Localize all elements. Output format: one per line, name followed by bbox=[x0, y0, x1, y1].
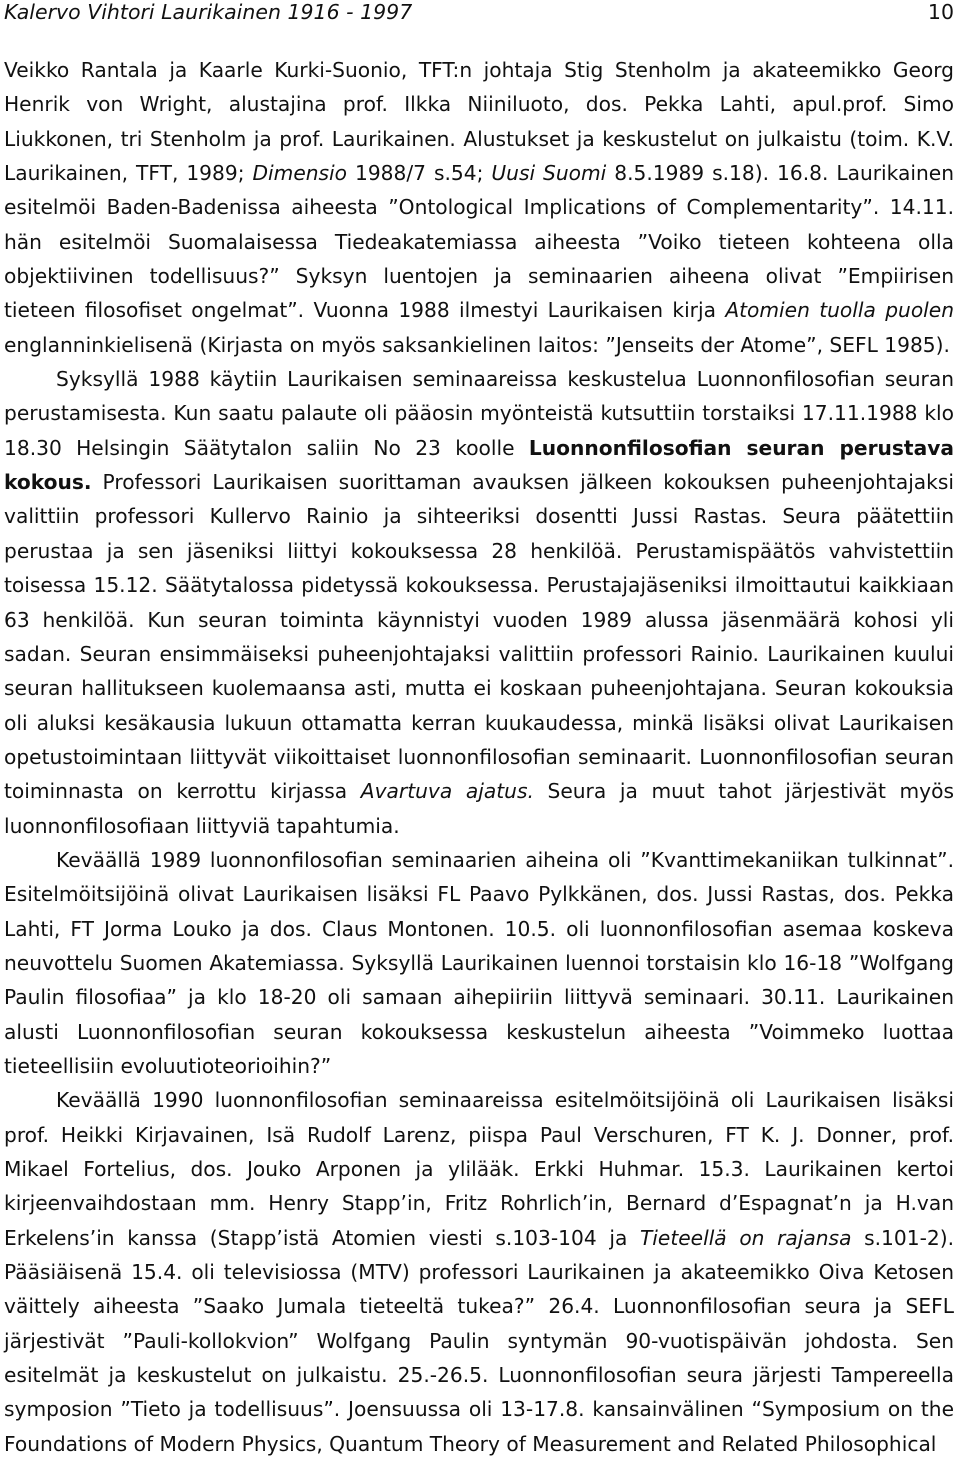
italic-text: Tieteellä on rajansa bbox=[639, 1225, 852, 1250]
text-run: Professori Laurikaisen suorittaman avauksen jälkeen kokouksen puheenjohtajaksi valittiin professori Kullervo Rainio ja sihteeriksi dosentti Jussi Rastas. Seura päätettiin perustaa ja sen jäseniksi liittyi kokouksessa 28 henkilöä. Perustamispäätös vahvistettiin toisessa 15.12. Säätytalossa pidetyssä kokouksessa. Perustajajäseniksi ilmoittautui kaikkiaan 63 henkilöä. Kun seuran toiminta käynnistyi vuoden 1989 alussa jäsenmäärä kohosi yli sadan. Seuran ensimmäiseksi puheenjohtajaksi valittiin professori Rainio. Laurikainen kuului seuran hallitukseen kuolemaansa asti, mutta ei koskaan puheenjohtajana. Seuran kokouksia oli aluksi kesäkausia lukuun ottamatta kerran kuukaudessa, minkä lisäksi olivat Laurikaisen opetustoimintaan liittyvät viikoittaiset luonnonfilosofian seminaarit. Luonnonfilosofian seuran toiminnasta on kerrottu kirjassa bbox=[4, 470, 954, 804]
body-text bbox=[4, 53, 954, 1461]
text-run: 1988/7 s.54; bbox=[347, 161, 492, 186]
text-run: 8.5.1989 s.18). 16.8. Laurikainen esitelmöi Baden-Badenissa aiheesta ”Ontological Implications of Complementarity”. 14.11. hän esitelmöi Suomalaisessa Tiedeakatemiassa aiheesta ”Voiko tieteen kohteena olla objektiivinen todellisuus?” Syksyn luentojen ja seminaarien aiheena olivat ”Empiirisen tieteen filosofiset ongelmat”. Vuonna 1988 ilmestyi Laurikaisen kirja bbox=[4, 161, 954, 323]
paragraph bbox=[4, 1083, 954, 1461]
running-header bbox=[4, 0, 954, 28]
paragraph bbox=[4, 362, 954, 843]
text-run: Syksyllä 1988 käytiin Laurikaisen seminaareissa keskustelua Luonnonfilosofian seuran perustamisesta. Kun saatu palaute oli pääosin myönteistä kutsuttiin torstaiksi 17.11.1988 klo 18.30 Helsingin Säätytalon saliin No 23 koolle bbox=[4, 367, 954, 460]
text-run: Keväällä 1989 luonnonfilosofian seminaarien aiheina oli ”Kvanttimekaniikan tulkinnat”. Esitelmöitsijöinä olivat Laurikaisen lisäksi FL Paavo Pylkkänen, dos. Jussi Rastas, dos. Pekka Lahti, FT Jorma Louko ja dos. Claus Montonen. 10.5. oli luonnonfilosofian asemaa koskeva neuvottelu Suomen Akatemiassa. Syksyllä Laurikainen luennoi torstaisin klo 16-18 ”Wolfgang Paulin filosofiaa” ja klo 18-20 oli samaan aihepiiriin liittyvä seminaari. 30.11. Laurikainen alusti Luonnonfilosofian seuran kokouksessa keskustelun aiheesta ”Voimmeko luottaa tieteellisiin evoluutioteorioihin?” bbox=[4, 847, 954, 1078]
text-run: Keväällä 1990 luonnonfilosofian seminaareissa esitelmöitsijöinä oli Laurikaisen lisäksi prof. Heikki Kirjavainen, Isä Rudolf Larenz, piispa Paul Verschuren, FT K. J. Donner, prof. Mikael Fortelius, dos. Jouko Arponen ja ylilääk. Erkki Huhmar. 15.3. Laurikainen kertoi kirjeenvaihdostaan mm. Henry Stapp’in, Fritz Rohrlich’in, Bernard d’Espagnat’n ja H.van Erkelens’in kanssa (Stapp’istä Atomien viesti s.103-104 ja bbox=[4, 1088, 954, 1250]
text-run: Seura ja muut tahot järjestivät myös luonnonfilosofiaan liittyviä tapahtumia. bbox=[4, 779, 954, 838]
text-run: s.101-2). Pääsiäisenä 15.4. oli televisiossa (MTV) professori Laurikainen ja akateemikko Oiva Ketosen väittely aiheesta ”Saako Jumala tieteeltä tukea?” 26.4. Luonnonfilosofian seura ja SEFL järjestivät ”Pauli-kollokvion” Wolfgang Paulin syntymän 90-vuotispäivän johdosta. Sen esitelmät ja keskustelut on julkaistu. 25.-26.5. Luonnonfilosofian seura järjesti Tampereella symposion ”Tieto ja todellisuus”. Joensuussa oli 13-17.8. kansainvälinen “Symposium on the Foundations of Modern Physics, Quantum Theory of Measurement and Related Philosophical bbox=[4, 1225, 954, 1456]
italic-text: Atomien tuolla puolen bbox=[725, 298, 954, 323]
text-run: englanninkielisenä (Kirjasta on myös saksankielinen laitos: ”Jenseits der Atome”, SEFL 1985). bbox=[4, 332, 950, 357]
paragraph bbox=[4, 843, 954, 1083]
page-number: 10 bbox=[927, 0, 954, 24]
italic-text: Dimensio bbox=[252, 161, 348, 186]
italic-text: Uusi Suomi bbox=[491, 161, 607, 186]
header-title: Kalervo Vihtori Laurikainen 1916 - 1997 bbox=[4, 0, 413, 24]
bold-text: Luonnonfilosofian seuran perustava kokous. bbox=[4, 435, 954, 495]
paragraph bbox=[4, 53, 954, 362]
text-run: Veikko Rantala ja Kaarle Kurki-Suonio, TFT:n johtaja Stig Stenholm ja akateemikko Georg Henrik von Wright, alustajina prof. Ilkka Niiniluoto, dos. Pekka Lahti, apul.prof. Simo Liukkonen, tri Stenholm ja prof. Laurikainen. Alustukset ja keskustelut on julkaistu (toim. K.V. Laurikainen, TFT, 1989; bbox=[4, 58, 954, 186]
italic-text: Avartuva ajatus. bbox=[360, 779, 534, 804]
